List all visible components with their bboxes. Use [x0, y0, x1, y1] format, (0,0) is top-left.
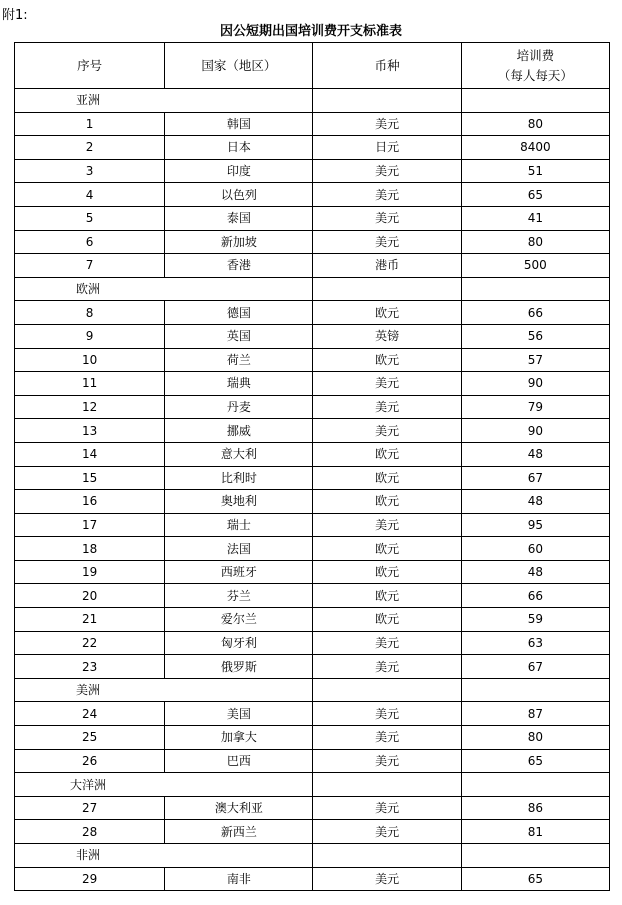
header-fee-unit: （每人每天） — [497, 67, 573, 83]
row-fee: 48 — [461, 490, 609, 514]
row-country: 法国 — [165, 537, 313, 561]
region-currency-empty — [313, 773, 461, 797]
region-currency-empty — [313, 277, 461, 301]
row-country: 意大利 — [165, 442, 313, 466]
row-currency: 美元 — [313, 749, 461, 773]
row-fee: 67 — [461, 655, 609, 679]
row-number: 25 — [15, 726, 165, 750]
region-row — [15, 89, 610, 113]
row-country: 芬兰 — [165, 584, 313, 608]
row-currency: 欧元 — [313, 442, 461, 466]
row-currency: 欧元 — [313, 584, 461, 608]
row-fee: 79 — [461, 395, 609, 419]
row-country: 爱尔兰 — [165, 608, 313, 632]
row-currency: 美元 — [313, 372, 461, 396]
table-row — [15, 324, 610, 348]
row-fee: 60 — [461, 537, 609, 561]
row-number: 22 — [15, 631, 165, 655]
row-fee: 65 — [461, 749, 609, 773]
row-currency: 美元 — [313, 631, 461, 655]
header-fee — [461, 43, 609, 89]
header-country: 国家（地区） — [165, 43, 313, 89]
row-currency: 英镑 — [313, 324, 461, 348]
row-fee: 41 — [461, 206, 609, 230]
table-row — [15, 749, 610, 773]
row-fee: 65 — [461, 183, 609, 207]
row-country: 挪威 — [165, 419, 313, 443]
row-fee: 87 — [461, 702, 609, 726]
row-country: 新西兰 — [165, 820, 313, 844]
row-fee: 67 — [461, 466, 609, 490]
row-number: 8 — [15, 301, 165, 325]
row-fee: 51 — [461, 159, 609, 183]
row-fee: 86 — [461, 796, 609, 820]
annex-label: 附1: — [2, 8, 28, 23]
row-number: 4 — [15, 183, 165, 207]
region-name: 亚洲 — [75, 93, 100, 108]
row-fee: 48 — [461, 560, 609, 584]
table-row — [15, 230, 610, 254]
region-cell — [15, 844, 313, 868]
row-currency: 美元 — [313, 513, 461, 537]
table-row — [15, 466, 610, 490]
row-fee: 59 — [461, 608, 609, 632]
header-currency: 币种 — [313, 43, 461, 89]
region-cell — [15, 89, 313, 113]
row-number: 24 — [15, 702, 165, 726]
row-country: 瑞士 — [165, 513, 313, 537]
row-country: 英国 — [165, 324, 313, 348]
row-number: 1 — [15, 112, 165, 136]
row-country: 泰国 — [165, 206, 313, 230]
row-fee: 80 — [461, 230, 609, 254]
table-row — [15, 537, 610, 561]
row-currency: 美元 — [313, 183, 461, 207]
row-fee: 90 — [461, 419, 609, 443]
row-country: 俄罗斯 — [165, 655, 313, 679]
row-country: 新加坡 — [165, 230, 313, 254]
row-number: 12 — [15, 395, 165, 419]
region-cell — [15, 277, 313, 301]
row-number: 18 — [15, 537, 165, 561]
table-row — [15, 395, 610, 419]
row-number: 21 — [15, 608, 165, 632]
row-currency: 日元 — [313, 136, 461, 160]
region-currency-empty — [313, 678, 461, 702]
training-fee-table — [14, 42, 610, 891]
row-number: 17 — [15, 513, 165, 537]
row-country: 瑞典 — [165, 372, 313, 396]
region-row — [15, 844, 610, 868]
table-row — [15, 206, 610, 230]
table-row — [15, 419, 610, 443]
row-currency: 美元 — [313, 206, 461, 230]
row-number: 15 — [15, 466, 165, 490]
table-row — [15, 820, 610, 844]
header-row — [15, 43, 610, 89]
row-currency: 美元 — [313, 230, 461, 254]
row-currency: 欧元 — [313, 348, 461, 372]
region-currency-empty — [313, 844, 461, 868]
row-currency: 美元 — [313, 726, 461, 750]
row-country: 奥地利 — [165, 490, 313, 514]
row-fee: 8400 — [461, 136, 609, 160]
region-name: 欧洲 — [75, 282, 100, 297]
table-body — [15, 43, 610, 891]
row-fee: 95 — [461, 513, 609, 537]
table-row — [15, 372, 610, 396]
row-fee: 66 — [461, 584, 609, 608]
row-number: 14 — [15, 442, 165, 466]
row-number: 29 — [15, 867, 165, 891]
region-cell — [15, 678, 313, 702]
row-currency: 美元 — [313, 820, 461, 844]
row-country: 美国 — [165, 702, 313, 726]
header-no: 序号 — [15, 43, 165, 89]
row-currency: 欧元 — [313, 466, 461, 490]
row-country: 德国 — [165, 301, 313, 325]
row-number: 11 — [15, 372, 165, 396]
row-country: 澳大利亚 — [165, 796, 313, 820]
region-fee-empty — [461, 773, 609, 797]
table-row — [15, 608, 610, 632]
row-fee: 63 — [461, 631, 609, 655]
table-row — [15, 112, 610, 136]
row-fee: 80 — [461, 726, 609, 750]
row-number: 26 — [15, 749, 165, 773]
row-currency: 美元 — [313, 159, 461, 183]
row-currency: 美元 — [313, 112, 461, 136]
table-row — [15, 796, 610, 820]
table-row — [15, 631, 610, 655]
region-name: 美洲 — [75, 683, 100, 698]
document-title: 因公短期出国培训费开支标准表 — [219, 24, 402, 39]
row-currency: 美元 — [313, 867, 461, 891]
row-number: 13 — [15, 419, 165, 443]
table-row — [15, 702, 610, 726]
row-fee: 500 — [461, 254, 609, 278]
row-number: 2 — [15, 136, 165, 160]
row-country: 日本 — [165, 136, 313, 160]
row-fee: 57 — [461, 348, 609, 372]
row-number: 5 — [15, 206, 165, 230]
row-number: 6 — [15, 230, 165, 254]
row-number: 28 — [15, 820, 165, 844]
row-number: 23 — [15, 655, 165, 679]
row-number: 27 — [15, 796, 165, 820]
row-currency: 欧元 — [313, 301, 461, 325]
row-country: 巴西 — [165, 749, 313, 773]
row-country: 南非 — [165, 867, 313, 891]
row-fee: 81 — [461, 820, 609, 844]
row-number: 16 — [15, 490, 165, 514]
row-fee: 56 — [461, 324, 609, 348]
row-number: 19 — [15, 560, 165, 584]
row-currency: 欧元 — [313, 490, 461, 514]
row-currency: 欧元 — [313, 537, 461, 561]
row-fee: 66 — [461, 301, 609, 325]
table-row — [15, 183, 610, 207]
row-currency: 美元 — [313, 796, 461, 820]
row-number: 10 — [15, 348, 165, 372]
region-fee-empty — [461, 277, 609, 301]
region-cell — [15, 773, 313, 797]
region-currency-empty — [313, 89, 461, 113]
region-name: 大洋洲 — [69, 777, 106, 792]
table-row — [15, 490, 610, 514]
region-row — [15, 773, 610, 797]
row-country: 以色列 — [165, 183, 313, 207]
table-row — [15, 560, 610, 584]
table-row — [15, 867, 610, 891]
row-currency: 欧元 — [313, 608, 461, 632]
table-row — [15, 726, 610, 750]
row-country: 荷兰 — [165, 348, 313, 372]
row-currency: 港币 — [313, 254, 461, 278]
table-row — [15, 442, 610, 466]
region-row — [15, 678, 610, 702]
row-country: 丹麦 — [165, 395, 313, 419]
table-row — [15, 584, 610, 608]
row-country: 西班牙 — [165, 560, 313, 584]
table-row — [15, 159, 610, 183]
row-fee: 65 — [461, 867, 609, 891]
row-number: 9 — [15, 324, 165, 348]
row-country: 加拿大 — [165, 726, 313, 750]
table-row — [15, 348, 610, 372]
table-row — [15, 513, 610, 537]
row-currency: 美元 — [313, 702, 461, 726]
row-country: 印度 — [165, 159, 313, 183]
row-fee: 90 — [461, 372, 609, 396]
row-currency: 美元 — [313, 655, 461, 679]
region-fee-empty — [461, 89, 609, 113]
region-name: 非洲 — [75, 848, 100, 863]
row-country: 比利时 — [165, 466, 313, 490]
row-country: 匈牙利 — [165, 631, 313, 655]
row-currency: 美元 — [313, 419, 461, 443]
row-number: 20 — [15, 584, 165, 608]
row-currency: 欧元 — [313, 560, 461, 584]
row-number: 7 — [15, 254, 165, 278]
row-country: 韩国 — [165, 112, 313, 136]
header-fee-label: 培训费 — [516, 47, 555, 63]
row-number: 3 — [15, 159, 165, 183]
table-row — [15, 254, 610, 278]
row-fee: 80 — [461, 112, 609, 136]
table-row — [15, 655, 610, 679]
row-fee: 48 — [461, 442, 609, 466]
region-fee-empty — [461, 678, 609, 702]
row-currency: 美元 — [313, 395, 461, 419]
row-country: 香港 — [165, 254, 313, 278]
region-row — [15, 277, 610, 301]
table-row — [15, 136, 610, 160]
region-fee-empty — [461, 844, 609, 868]
table-row — [15, 301, 610, 325]
